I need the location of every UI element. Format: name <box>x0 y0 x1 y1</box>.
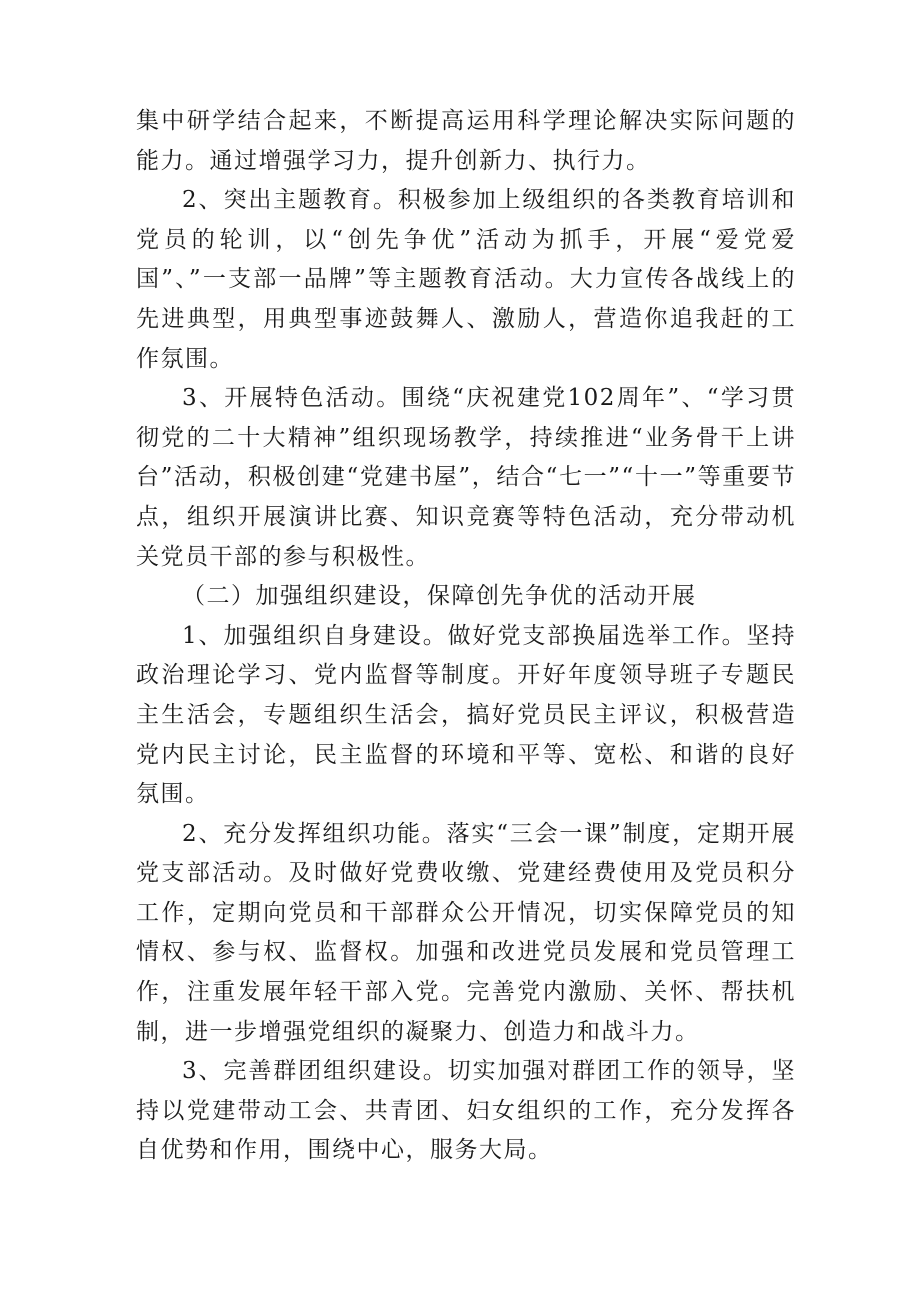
paragraph-theme-education: 2、突出主题教育。积极参加上级组织的各类教育培训和党员的轮训，以“创先争优”活动为抓手，开展“爱党爱国”、”一支部一品牌”等主题教育活动。大力宣传各战线上的先进典型，用典型事迹鼓舞人、激励人，营造你追我赶的工作氛围。 <box>136 187 796 372</box>
paragraph-special-activities: 3、开展特色活动。围绕“庆祝建党102周年”、“学习贯彻党的二十大精神”组织现场教学，持续推进“业务骨干上讲台”活动，积极创建“党建书屋”，结合“七一”“十一”等重要节点，组织开展演讲比赛、知识竞赛等特色活动，充分带动机关党员干部的参与积极性。 <box>136 385 796 570</box>
paragraph-mass-organizations: 3、完善群团组织建设。切实加强对群团工作的领导，坚持以党建带动工会、共青团、妇女组织的工作，充分发挥各自优势和作用，围绕中心，服务大局。 <box>136 1058 796 1164</box>
paragraph-self-construction: 1、加强组织自身建设。做好党支部换届选举工作。坚持政治理论学习、党内监督等制度。开好年度领导班子专题民主生活会，专题组织生活会，搞好党员民主评议，积极营造党内民主讨论，民主监督的环境和平等、宽松、和谐的良好氛围。 <box>136 622 796 808</box>
document-body <box>136 102 796 1171</box>
section-heading-organization: （二）加强组织建设，保障创先争优的活动开展 <box>182 583 697 610</box>
paragraph-organization-function: 2、充分发挥组织功能。落实“三会一课”制度，定期开展党支部活动。及时做好党费收缴、党建经费使用及党员积分工作，定期向党员和干部群众公开情况，切实保障党员的知情权、参与权、监督权。加强和改进党员发展和党员管理工作，注重发展年轻干部入党。完善党内激励、关怀、帮扶机制，进一步增强党组织的凝聚力、创造力和战斗力。 <box>136 820 796 1045</box>
paragraph-study-continuation: 集中研学结合起来，不断提高运用科学理论解决实际问题的能力。通过增强学习力，提升创新力、执行力。 <box>136 108 796 174</box>
